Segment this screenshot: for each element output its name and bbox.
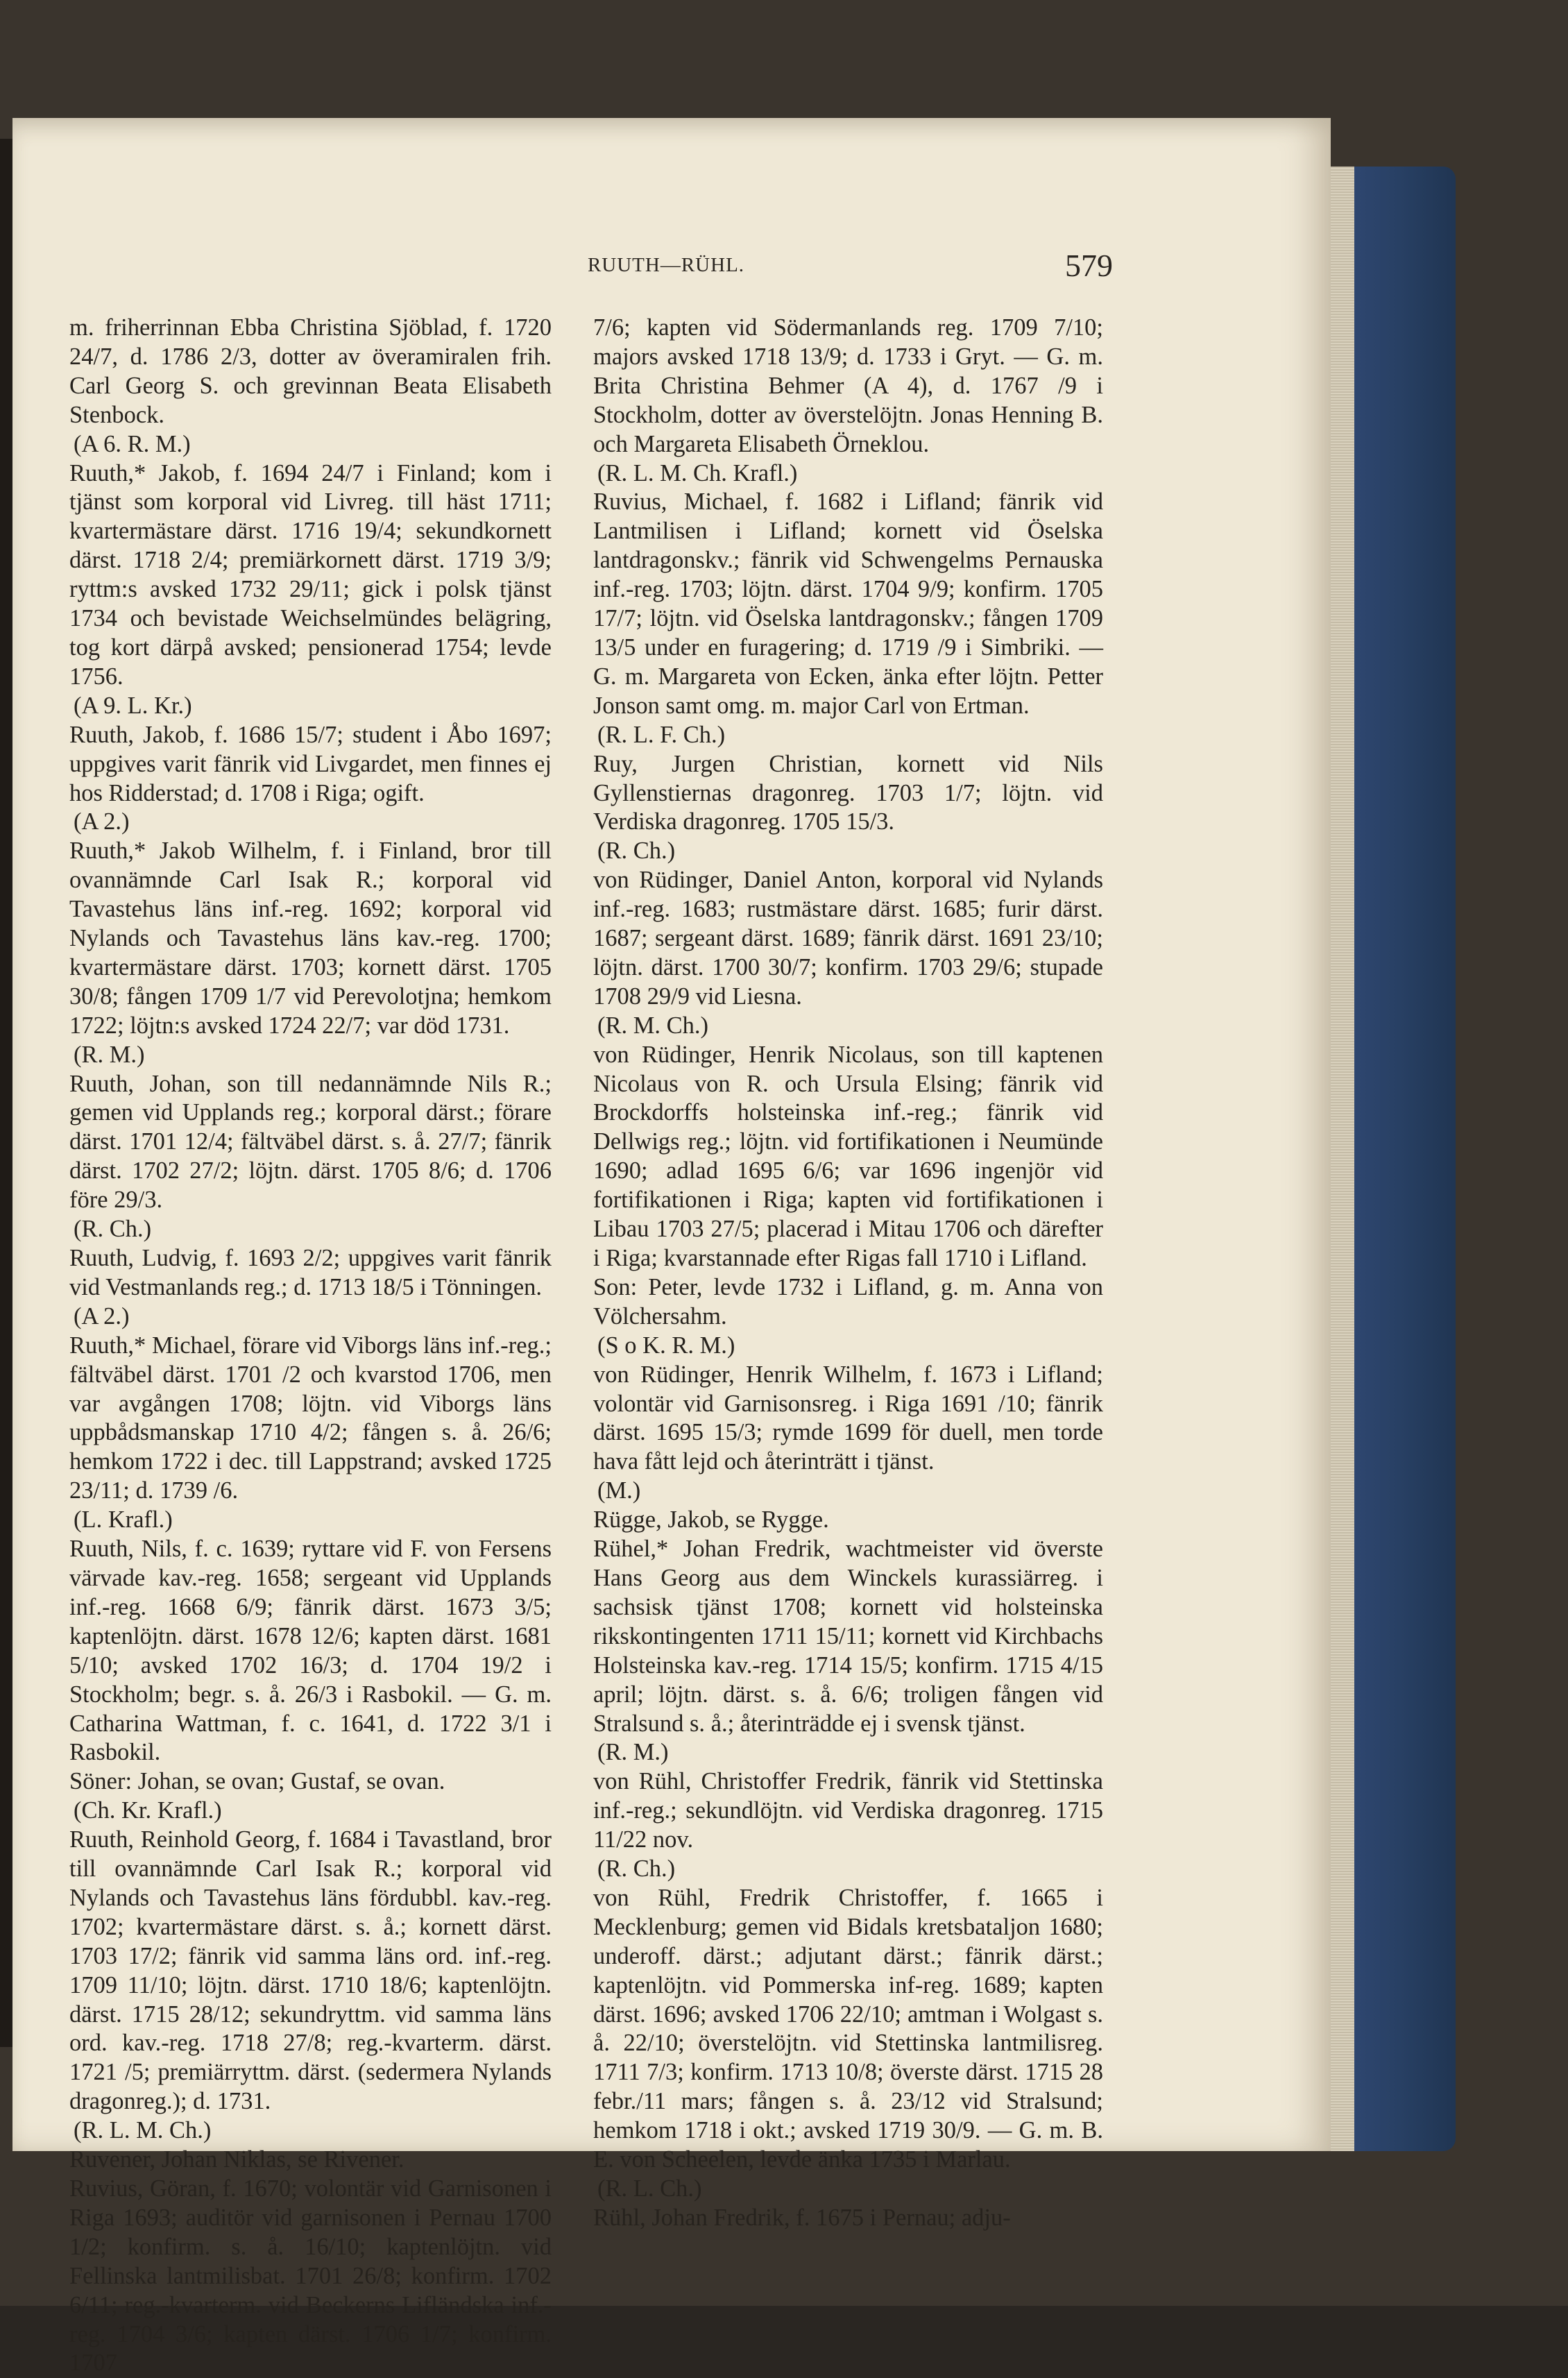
entry-ruuth-ludvig: Ruuth, Ludvig, f. 1693 2/2; uppgives varit fänrik vid Vestmanlands reg.; d. 1713 18/5 i Tönningen. (69, 1245, 552, 1300)
source-note: (A 9. L. Kr.) (74, 692, 192, 719)
source-note: (R. L. Ch.) (597, 2175, 702, 2202)
source-note: (R. L. F. Ch.) (597, 721, 726, 748)
page-number: 579 (1065, 248, 1113, 283)
page-fore-edge (1331, 167, 1354, 2151)
source-note: (A 2.) (74, 1302, 130, 1330)
entry-ruy-jurgen: Ruy, Jurgen Christian, kornett vid Nils Gyllenstiernas dragonreg. 1703 1/7; löjtn. vid Verdiska dragonreg. 1705 15/3. (593, 750, 1103, 835)
entry-ruhl-johan: Rühl, Johan Fredrik, f. 1675 i Pernau; adju- (593, 2204, 1011, 2231)
entry-ruhel: Rühel,* Johan Fredrik, wachtmeister vid överste Hans Georg aus dem Winckels kurassiärreg. i sachsisk tjänst 1708; kornett vid holsteinska rikskontingenten 1711 15/11; kornett vid Kirchbachs Holsteinska kav.-reg. 1714 15/5; konfirm. 1715 4/15 april; löjtn. därst. s. å. 6/6; troligen fången vid Stralsund s. å.; återinträdde ej i svensk tjänst. (593, 1536, 1103, 1737)
running-head: RUUTH—RÜHL. (587, 254, 745, 276)
source-note: (A 2.) (74, 808, 130, 835)
entry-rudinger-henrik-nicolaus: von Rüdinger, Henrik Nicolaus, son till kaptenen Nicolaus von R. och Ursula Elsing; fänrik vid Brockdorffs holsteinska inf.-reg.; fänrik vid Dellwigs reg.; löjtn. vid fortifikationen i Neumünde 1690; adlad 1695 6/6; var 1696 ingenjör vid fortifikationen i Riga; kapten vid fortifikationen i Libau 1703 27/5; placerad i Mitau 1706 och därefter i Riga; kvarstannade efter Rigas fall 1710 i Lifland. (593, 1041, 1103, 1271)
source-note: (R. Ch.) (74, 1216, 152, 1243)
source-note: (L. Krafl.) (74, 1506, 173, 1534)
entry-ruvius-michael: Ruvius, Michael, f. 1682 i Lifland; fänrik vid Lantmilisen i Lifland; kornett vid Öselska lantdragonskv.; fänrik vid Schwengelms Pernauska inf.-reg. 1703; löjtn. därst. 1704 9/9; konfirm. 1705 17/7; löjtn. vid Öselska lantdragonskv.; fången 1709 13/5 under en furagering; d. 1719 /9 i Simbriki. — G. m. Margareta von Ecken, änka efter löjtn. Petter Jonson samt omg. m. major Carl von Ertman. (593, 489, 1103, 719)
entry-ruuth-michael: Ruuth,* Michael, förare vid Viborgs läns inf.-reg.; fältväbel därst. 1701 /2 och kvarstod 1706, men var avgången 1708; löjtn. vid Viborgs läns uppbådsmanskap 1710 4/2; fången s. å. 26/6; hemkom 1722 i dec. till Lappstrand; avsked 1725 23/11; d. 1739 /6. (69, 1332, 552, 1504)
entry-ruhl-fredrik: von Rühl, Fredrik Christoffer, f. 1665 i Mecklenburg; gemen vid Bidals kretsbataljon 1680; underoff. därst.; adjutant därst.; fänrik därst.; kaptenlöjtn. vid Pommerska inf-reg. 1689; kapten därst. 1696; avsked 1706 22/10; amtman i Wolgast s. å. 22/10; överstelöjtn. vid Stettinska lantmilisreg. 1711 7/3; konfirm. 1713 10/8; överste därst. 1715 28 febr./11 mars; fången s. å. 23/12 vid Stralsund; hemkom 1718 i okt.; avsked 1719 30/9. — G. m. B. E. von Scheelen, levde änka 1735 i Marlau. (593, 1884, 1103, 2173)
entry-ruuth-nils: Ruuth, Nils, f. c. 1639; ryttare vid F. von Fersens värvade kav.-reg. 1658; sergeant vid Upplands inf.-reg. 1668 6/9; fänrik därst. 1673 3/5; kaptenlöjtn. därst. 1678 12/6; kapten därst. 1681 5/10; avsked 1702 16/3; d. 1704 19/2 i Stockholm; begr. s. å. 26/3 i Rasbokil. — G. m. Catharina Wattman, f. c. 1641, d. 1722 3/1 i Rasbokil. (69, 1536, 552, 1766)
entry-rudinger-henrik-wilhelm: von Rüdinger, Henrik Wilhelm, f. 1673 i Lifland; volontär vid Garnisonsreg. i Riga 1691 /10; fänrik därst. 1695 15/3; rymde 1699 för duell, men torde hava fått lejd och återinträtt i tjänst. (593, 1361, 1103, 1475)
source-note: (Ch. Kr. Krafl.) (74, 1797, 222, 1824)
entry-text: m. friherrinnan Ebba Christina Sjöblad, f. 1720 24/7, d. 1786 2/3, dotter av överamiralen frih. Carl Georg S. och grevinnan Beata Elisabeth Stenbock. (69, 314, 552, 428)
source-note: (S o K. R. M.) (597, 1332, 735, 1359)
entry-continued: 7/6; kapten vid Södermanlands reg. 1709 7/10; majors avsked 1718 13/9; d. 1733 i Gryt. — G. m. Brita Christina Behmer (A 4), d. 1767 /9 i Stockholm, dotter av överstelöjtn. Jonas Henning B. och Margareta Elisabeth Örneklou. (593, 314, 1103, 457)
entry-ruuth-reinhold-georg: Ruuth, Reinhold Georg, f. 1684 i Tavastland, bror till ovannämnde Carl Isak R.; korporal vid Nylands och Tavastehus läns fördubbl. kav.-reg. 1702; kvartermästare därst. s. å.; kornett därst. 1703 17/2; fänrik vid samma läns ord. inf.-reg. 1709 11/10; löjtn. därst. 1710 18/6; kaptenlöjtn. därst. 1715 28/12; sekundryttm. vid samma läns ord. kav.-reg. 1718 27/8; reg.-kvarterm. därst. 1721 /5; premiärryttm. därst. (sedermera Nylands dragonreg.); d. 1731. (69, 1826, 552, 2115)
source-note: (M.) (597, 1477, 641, 1504)
entry-ruvener: Ruvener, Johan Niklas, se Rivener. (69, 2146, 404, 2173)
entry-ruuth-jakob-1694: Ruuth,* Jakob, f. 1694 24/7 i Finland; kom i tjänst som korporal vid Livreg. till häst 1711; kvartermästare därst. 1716 19/4; sekundkornett därst. 1718 2/4; premiärkornett därst. 1719 3/9; ryttm:s avsked 1732 29/11; gick i polsk tjänst 1734 och bevistade Weichselmündes belägring, tog kort därpå avsked; pensionerad 1754; levde 1756. (69, 459, 552, 690)
entry-ruuth-jakob-wilhelm: Ruuth,* Jakob Wilhelm, f. i Finland, bror till ovannämnde Carl Isak R.; korporal vid Tavastehus läns inf.-reg. 1692; korporal vid Nylands och Tavastehus läns kav.-reg. 1700; kvartermästare därst. 1703; kornett därst. 1705 30/8; fången 1709 1/7 vid Perevolotjna; hemkom 1722; löjtn:s avsked 1724 22/7; var död 1731. (69, 838, 552, 1039)
entry-ruuth-jakob-1686: Ruuth, Jakob, f. 1686 15/7; student i Åbo 1697; uppgives varit fänrik vid Livgardet, men finnes ej hos Ridderstad; d. 1708 i Riga; ogift. (69, 721, 552, 806)
source-note: (R. M.) (74, 1041, 145, 1068)
entry-rudinger-daniel: von Rüdinger, Daniel Anton, korporal vid Nylands inf.-reg. 1683; rustmästare därst. 1685; furir därst. 1687; sergeant därst. 1689; fänrik därst. 1691 23/10; löjtn. därst. 1700 30/7; konfirm. 1703 29/6; stupade 1708 29/9 vid Liesna. (593, 867, 1103, 1010)
source-note: (A 6. R. M.) (74, 430, 191, 457)
entry-rugge: Rügge, Jakob, se Rygge. (593, 1506, 829, 1534)
source-note: (R. L. M. Ch.) (74, 2117, 212, 2144)
entry-ruuth-johan: Ruuth, Johan, son till nedannämnde Nils R.; gemen vid Upplands reg.; korporal därst.; förare därst. 1701 12/4; fältväbel därst. s. å. 27/7; fänrik därst. 1702 27/2; löjtn. därst. 1705 8/6; d. 1706 före 29/3. (69, 1070, 552, 1214)
entry-ruvius-goran: Ruvius, Göran, f. 1670; volontär vid Garnisonen i Riga 1693; auditör vid garnisonen i Pernau 1700 1/2; konfirm. s. å. 16/10; kaptenlöjtn. vid Fellinska lantmilisbat. 1701 26/8; konfirm. 1702 6/11; reg.-kvarterm. vid Beckerns Lifländska inf.-reg. 1704 3/6; kapten därst. 1706 1/7; konfirm. 1707 (69, 2175, 552, 2377)
left-column (69, 314, 552, 2378)
source-note: (R. Ch.) (597, 838, 676, 865)
entry-son: Son: Peter, levde 1732 i Lifland, g. m. Anna von Völchersahm. (593, 1273, 1103, 1330)
source-note: (R. L. M. Ch. Krafl.) (597, 459, 798, 486)
source-note: (R. Ch.) (597, 1855, 676, 1883)
right-column (593, 314, 1103, 2233)
source-note: (R. M.) (597, 1739, 669, 1766)
entry-sons: Söner: Johan, se ovan; Gustaf, se ovan. (69, 1768, 445, 1795)
source-note: (R. M. Ch.) (597, 1012, 709, 1039)
entry-ruhl-christoffer: von Rühl, Christoffer Fredrik, fänrik vid Stettinska inf.-reg.; sekundlöjtn. vid Verdiska dragonreg. 1715 11/22 nov. (593, 1768, 1103, 1853)
